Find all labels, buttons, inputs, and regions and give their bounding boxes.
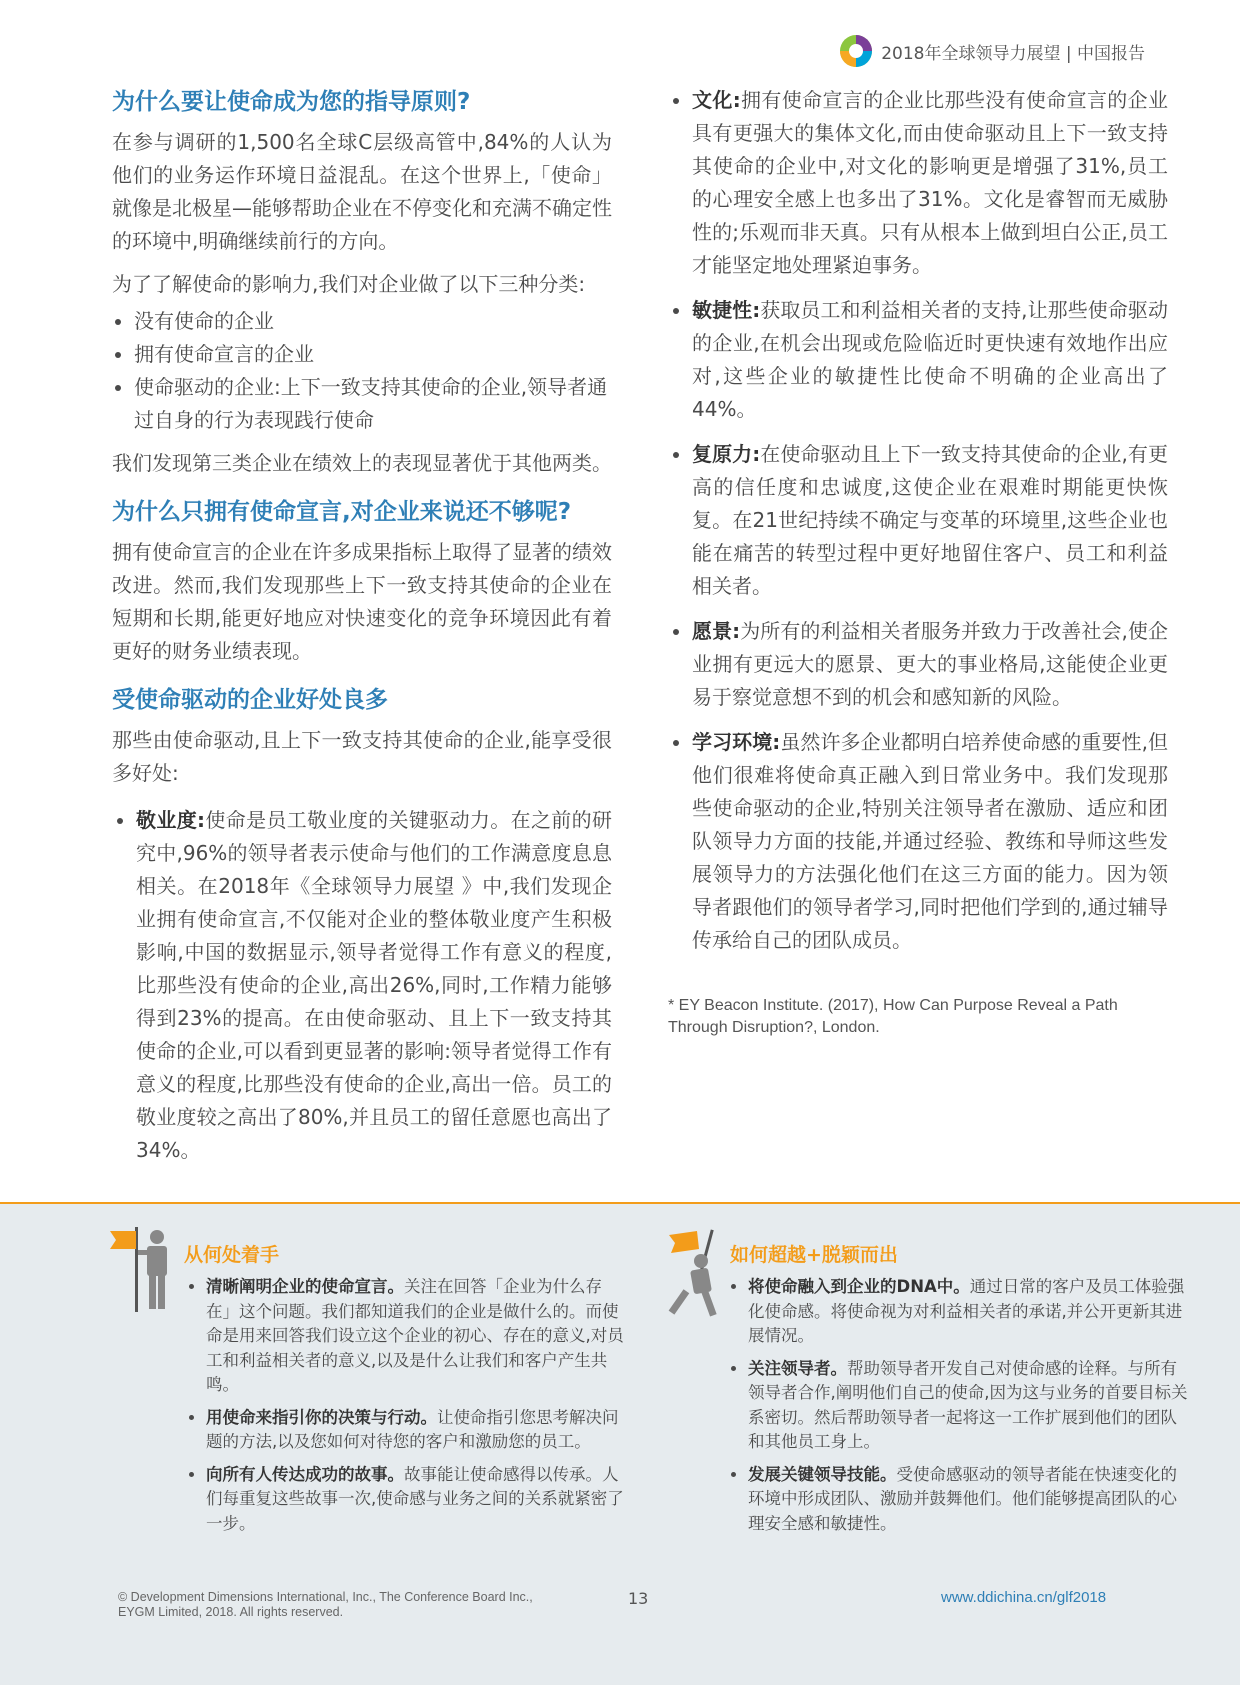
heading-why-not-enough: 为什么只拥有使命宣言,对企业来说还不够呢? bbox=[112, 499, 572, 525]
page-number: 13 bbox=[628, 1589, 649, 1608]
list-item bbox=[748, 1463, 1188, 1537]
left-column bbox=[112, 84, 612, 1179]
list-item bbox=[748, 1357, 1188, 1455]
item-text: 帮助领导者开发自己对使命感的诠释。与所有领导者合作,阐明他们自己的使命,因为这与业务的首要目标关系密切。然后帮助领导者一起将这一工作扩展到他们的团队和其他员工身上。 bbox=[748, 1358, 1188, 1451]
flag-bearer-standing-icon bbox=[110, 1227, 180, 1312]
item-text: 让使命指引您思考解决问题的方法,以及您如何对待您的客户和激励您的员工。 bbox=[206, 1407, 619, 1451]
item-label: 关注领导者。 bbox=[748, 1358, 847, 1378]
item-text: 关注在回答「企业为什么存在」这个问题。我们都知道我们的企业是做什么的。而使命是用来回答我们设立这个企业的初心、存在的意义,对员工和利益相关者的意义,以及是什么让我们和客户产生共鸣。 bbox=[206, 1277, 624, 1394]
item-label: 学习环境: bbox=[692, 730, 781, 754]
list-item bbox=[748, 1275, 1188, 1349]
list-item: • 使命驱动的企业:上下一致支持其使命的企业,领导者通过自身的行为表现践行使命 bbox=[134, 371, 612, 437]
benefit-list-continued bbox=[668, 84, 1168, 957]
box-title-go-beyond: 如何超越+脱颖而出 bbox=[730, 1244, 898, 1266]
heading-why-purpose: 为什么要让使命成为您的指导原则? bbox=[112, 89, 471, 115]
paragraph: 我们发现第三类企业在绩效上的表现显著优于其他两类。 bbox=[112, 451, 612, 475]
list-item: • 拥有使命宣言的企业 bbox=[134, 338, 612, 371]
item-text: 获取员工和利益相关者的支持,让那些使命驱动的企业,在机会出现或危险临近时更快速有效地作出应对,这些企业的敏捷性比使命不明确的企业高出了44%。 bbox=[692, 298, 1168, 421]
item-label: 复原力: bbox=[692, 442, 761, 466]
item-label: 向所有人传达成功的故事。 bbox=[206, 1464, 404, 1484]
item-label: 发展关键领导技能。 bbox=[748, 1464, 897, 1484]
go-beyond-list bbox=[728, 1275, 1188, 1544]
list-item bbox=[206, 1463, 626, 1537]
benefit-list bbox=[112, 804, 612, 1167]
item-label: 用使命来指引你的决策与行动。 bbox=[206, 1407, 437, 1427]
website-link[interactable]: www.ddichina.cn/glf2018 bbox=[941, 1589, 1107, 1606]
item-text: 在使命驱动且上下一致支持其使命的企业,有更高的信任度和忠诚度,这使企业在艰难时期能更快恢复。在21世纪持续不确定与变革的环境里,这些企业也能在痛苦的转型过程中更好地留住客户、员工和利益相关者。 bbox=[692, 442, 1168, 598]
paragraph: 为了了解使命的影响力,我们对企业做了以下三种分类: bbox=[112, 272, 586, 296]
item-label: 清晰阐明企业的使命宣言。 bbox=[206, 1277, 404, 1296]
item-text: 通过日常的客户及员工体验强化使命感。将使命视为对利益相关者的承诺,并公开更新其进展情况。 bbox=[748, 1277, 1185, 1345]
paragraph: 在参与调研的1,500名全球C层级高管中,84%的人认为他们的业务运作环境日益混乱。在这个世界上,「使命」就像是北极星—能够帮助企业在不停变化和充满不确定性的环境中,明确继续前行的方向。 bbox=[112, 130, 612, 253]
item-text: 使命是员工敬业度的关键驱动力。在之前的研究中,96%的领导者表示使命与他们的工作满意度息息相关。在2018年《全球领导力展望 》中,我们发现企业拥有使命宣言,不仅能对企业的整体敬业度产生积极影响,中国的数据显示,领导者觉得工作有意义的程度,比那些没有使命的企业,高出26%,同时,工作精力能够得到23%的提高。在由使命驱动、且上下一致支持其使命的企业,可以看到更显著的影响:领导者觉得工作有意义的程度,比那些没有使命的企业,高出一倍。员工的敬业度较之高出了80%,并且员工的留任意愿也高出了34%。 bbox=[136, 808, 613, 1162]
item-label: 敬业度: bbox=[136, 808, 206, 832]
item-label: 愿景: bbox=[692, 619, 741, 643]
paragraph: 拥有使命宣言的企业在许多成果指标上取得了显著的绩效改进。然而,我们发现那些上下一致支持其使命的企业在短期和长期,能更好地应对快速变化的竞争环境因此有着更好的财务业绩表现。 bbox=[112, 540, 612, 663]
page-header bbox=[839, 34, 1145, 68]
category-list bbox=[112, 305, 612, 437]
item-text: 受使命感驱动的领导者能在快速变化的环境中形成团队、激励并鼓舞他们。他们能够提高团队的心理安全感和敏捷性。 bbox=[748, 1464, 1177, 1533]
paragraph: 那些由使命驱动,且上下一致支持其使命的企业,能享受很多好处: bbox=[112, 728, 612, 785]
copyright-notice: © Development Dimensions International, Inc., The Conference Board Inc., EYGM Limited, 2018. All rights reserved. bbox=[118, 1590, 533, 1619]
item-text: 故事能让使命感得以传承。人们每重复这些故事一次,使命感与业务之间的关系就紧密了一步。 bbox=[206, 1464, 624, 1533]
list-item bbox=[692, 615, 1168, 714]
item-text: 虽然许多企业都明白培养使命感的重要性,但他们很难将使命真正融入到日常业务中。我们发现那些使命驱动的企业,特别关注领导者在激励、适应和团队领导力方面的技能,并通过经验、教练和导师这些发展领导力的方法强化他们在这三方面的能力。因为领导者跟他们的领导者学习,同时把他们学到的,通过辅导传承给自己的团队成员。 bbox=[692, 730, 1169, 952]
list-item bbox=[692, 294, 1168, 426]
item-label: 文化: bbox=[692, 88, 741, 112]
heading-benefits: 受使命驱动的企业好处良多 bbox=[112, 687, 388, 713]
right-column bbox=[668, 84, 1168, 1039]
item-label: 敏捷性: bbox=[692, 298, 761, 322]
item-text: 拥有使命宣言的企业比那些没有使命宣言的企业具有更强大的集体文化,而由使命驱动且上下一致支持其使命的企业中,对文化的影响更是增强了31%,员工的心理安全感上也多出了31%。文化是睿智而无威胁性的;乐观而非天真。只有从根本上做到坦白公正,员工才能坚定地处理紧迫事务。 bbox=[692, 88, 1169, 277]
footnote: * EY Beacon Institute. (2017), How Can Purpose Reveal a Path Through Disruption?, London. bbox=[668, 997, 1118, 1036]
list-item bbox=[136, 804, 612, 1167]
list-item: • 没有使命的企业 bbox=[134, 305, 612, 338]
report-logo-icon bbox=[839, 34, 873, 68]
report-title: 2018年全球领导力展望 | 中国报告 bbox=[881, 43, 1145, 64]
list-item bbox=[206, 1406, 626, 1455]
getting-started-list bbox=[186, 1275, 626, 1544]
list-item bbox=[692, 438, 1168, 603]
list-item bbox=[206, 1275, 626, 1398]
flag-bearer-running-icon bbox=[665, 1227, 735, 1322]
item-label: 将使命融入到企业的DNA中。 bbox=[748, 1277, 970, 1296]
list-item bbox=[692, 84, 1168, 282]
item-text: 为所有的利益相关者服务并致力于改善社会,使企业拥有更远大的愿景、更大的事业格局,这能使企业更易于察觉意想不到的机会和感知新的风险。 bbox=[692, 619, 1169, 709]
list-item bbox=[692, 726, 1168, 957]
box-title-getting-started: 从何处着手 bbox=[184, 1244, 280, 1266]
